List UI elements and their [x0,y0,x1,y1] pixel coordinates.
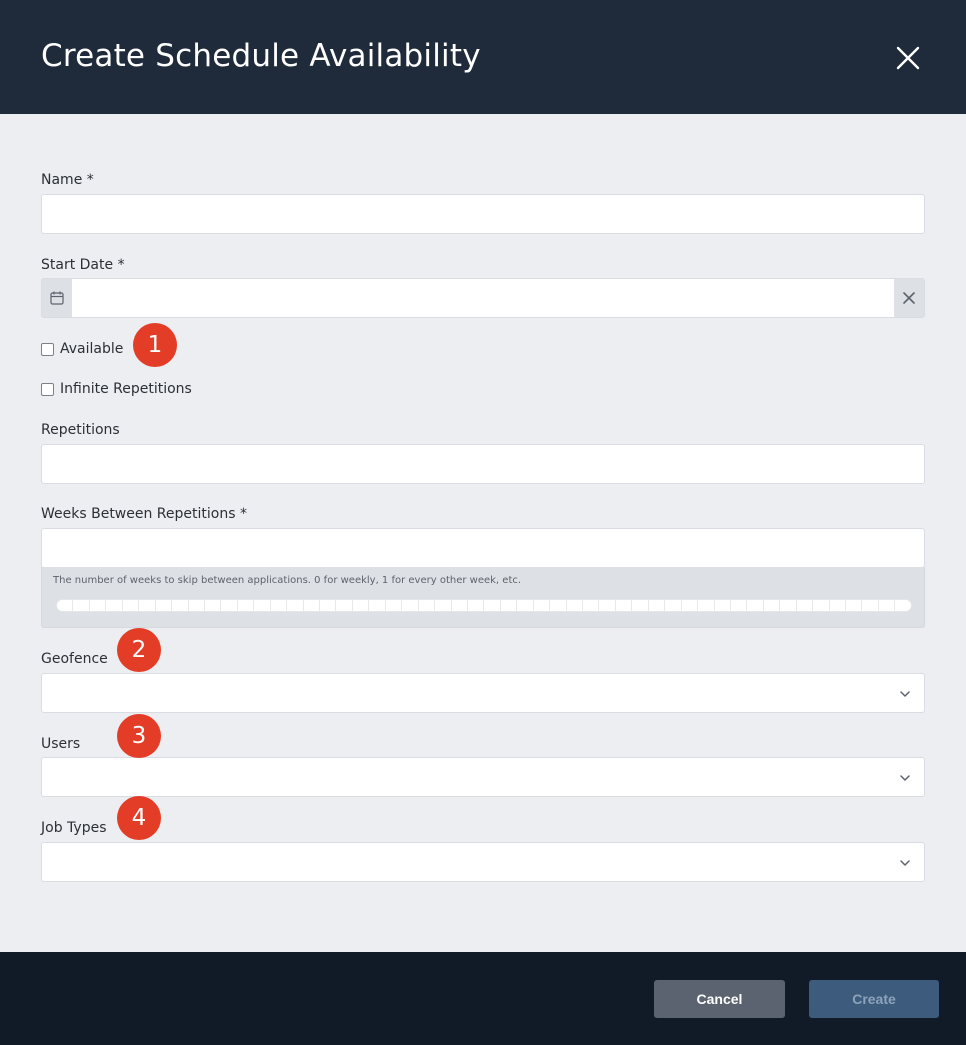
clear-date-icon[interactable] [893,279,924,317]
slider-tick [238,600,254,611]
slider-tick [862,600,878,611]
slider-tick [57,600,73,611]
dialog-footer [0,952,966,1045]
slider-tick [550,600,566,611]
slider-tick [731,600,747,611]
slider-tick [156,600,172,611]
slider-tick [189,600,205,611]
infinite-repetitions-label: Infinite Repetitions [60,381,192,397]
slider-tick [304,600,320,611]
slider-tick [402,600,418,611]
slider-tick [715,600,731,611]
slider-tick [172,600,188,611]
annotation-badge-1: 1 [133,323,177,367]
slider-tick [90,600,106,611]
weeks-between-input[interactable] [41,528,925,568]
dialog-title: Create Schedule Availability [41,38,481,74]
slider-tick [205,600,221,611]
available-checkbox[interactable] [41,343,54,356]
slider-tick [879,600,895,611]
job-types-label: Job Types [41,820,107,836]
slider-tick [517,600,533,611]
slider-tick [501,600,517,611]
slider-tick [123,600,139,611]
name-input[interactable] [41,194,925,234]
slider-tick [369,600,385,611]
slider-tick [830,600,846,611]
slider-tick [336,600,352,611]
slider-tick [320,600,336,611]
repetitions-label: Repetitions [41,422,120,438]
chevron-down-icon [898,856,912,870]
slider-tick [780,600,796,611]
annotation-badge-3: 3 [117,714,161,758]
slider-tick [698,600,714,611]
close-icon[interactable] [888,38,928,78]
dialog-header [0,0,966,114]
slider-tick [797,600,813,611]
available-checkbox-row[interactable] [41,341,123,357]
slider-tick [747,600,763,611]
slider-tick [846,600,862,611]
calendar-icon[interactable] [42,279,72,317]
slider-tick [484,600,500,611]
slider-tick [287,600,303,611]
slider-tick [353,600,369,611]
repetitions-input[interactable] [41,444,925,484]
start-date-field [41,278,925,318]
slider-tick [682,600,698,611]
job-types-select[interactable] [41,842,925,882]
geofence-label: Geofence [41,651,108,667]
users-label: Users [41,736,81,752]
infinite-repetitions-checkbox[interactable] [41,383,54,396]
weeks-between-help-panel [41,567,925,628]
slider-tick [813,600,829,611]
chevron-down-icon [898,771,912,785]
weeks-between-help-text: The number of weeks to skip between applications. 0 for weekly, 1 for every other week, etc. [53,575,522,586]
slider-tick [271,600,287,611]
slider-tick [599,600,615,611]
slider-tick [106,600,122,611]
weeks-between-label: Weeks Between Repetitions * [41,506,247,522]
slider-tick [73,600,89,611]
slider-tick [254,600,270,611]
slider-tick [649,600,665,611]
infinite-repetitions-checkbox-row[interactable] [41,381,192,397]
slider-tick [616,600,632,611]
name-label: Name * [41,172,94,188]
slider-tick [419,600,435,611]
slider-tick [665,600,681,611]
slider-tick [435,600,451,611]
users-select[interactable] [41,757,925,797]
slider-tick [567,600,583,611]
slider-tick [534,600,550,611]
create-button[interactable]: Create [809,980,939,1018]
annotation-badge-4: 4 [117,796,161,840]
weeks-slider[interactable] [56,599,912,612]
annotation-badge-2: 2 [117,628,161,672]
slider-tick [764,600,780,611]
slider-tick [139,600,155,611]
slider-tick [583,600,599,611]
cancel-button[interactable]: Cancel [654,980,785,1018]
chevron-down-icon [898,687,912,701]
slider-tick [221,600,237,611]
slider-tick [386,600,402,611]
geofence-select[interactable] [41,673,925,713]
slider-tick [895,600,910,611]
available-label: Available [60,341,124,357]
slider-tick [452,600,468,611]
start-date-input[interactable] [72,279,894,317]
slider-tick [632,600,648,611]
slider-tick [468,600,484,611]
start-date-label: Start Date * [41,257,125,273]
